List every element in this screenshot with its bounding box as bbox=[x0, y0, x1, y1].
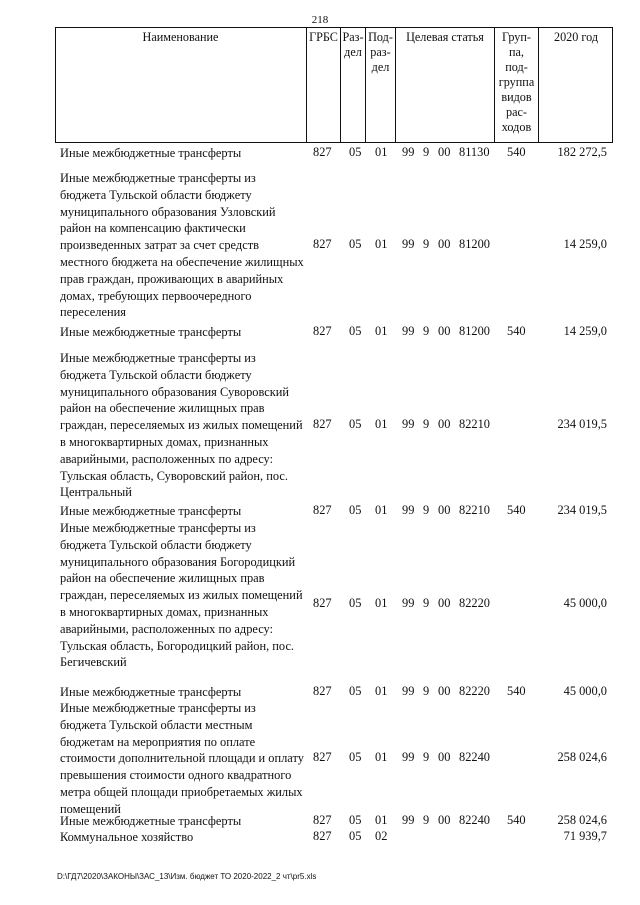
target-part4-cell: 82220 bbox=[459, 596, 490, 610]
row-name: Иные межбюджетные трансферты из бюджета Тульской области бюджету муниципального образования Суворовский район на обеспечение жилищных прав граждан, переселяемых из жилых помещений в многоквартирных домах, признанных аварийными, расположенных по адресу: Тульская область, Суворовский район, пос. Центральный bbox=[60, 351, 303, 500]
target-part3-cell: 00 bbox=[438, 813, 451, 827]
target-part1-cell: 99 bbox=[402, 145, 415, 159]
target-part4-cell: 82210 bbox=[459, 417, 490, 431]
target-part3-cell: 00 bbox=[438, 324, 451, 338]
amount-2020-cell: 234 019,5 bbox=[557, 503, 607, 517]
expense-type-cell: 540 bbox=[507, 145, 526, 159]
target-part2-cell: 9 bbox=[423, 596, 430, 610]
razdel-cell: 05 bbox=[349, 813, 362, 827]
target-part1-cell: 99 bbox=[402, 750, 415, 764]
razdel-cell: 05 bbox=[349, 750, 362, 764]
podrazdel-cell: 01 bbox=[375, 417, 388, 431]
amount-2020-cell: 71 939,7 bbox=[563, 829, 607, 843]
expense-type-cell: 540 bbox=[507, 813, 526, 827]
amount-2020-cell: 234 019,5 bbox=[557, 417, 607, 431]
grbs-cell: 827 bbox=[313, 417, 332, 431]
podrazdel-cell: 01 bbox=[375, 324, 388, 338]
target-part1-cell: 99 bbox=[402, 596, 415, 610]
target-part2-cell: 9 bbox=[423, 237, 430, 251]
header-razdel: Раз- дел bbox=[341, 27, 366, 142]
page-number: 218 bbox=[311, 14, 329, 26]
row-name: Иные межбюджетные трансферты bbox=[60, 504, 242, 518]
razdel-cell: 05 bbox=[349, 417, 362, 431]
target-part4-cell: 82210 bbox=[459, 503, 490, 517]
row-name: Иные межбюджетные трансферты bbox=[60, 325, 242, 339]
expense-type-cell: 540 bbox=[507, 503, 526, 517]
target-part4-cell: 82220 bbox=[459, 684, 490, 698]
target-part4-cell: 82240 bbox=[459, 813, 490, 827]
target-part3-cell: 00 bbox=[438, 417, 451, 431]
row-name: Иные межбюджетные трансферты bbox=[60, 146, 242, 160]
target-part2-cell: 9 bbox=[423, 684, 430, 698]
table-header-cells bbox=[55, 27, 613, 142]
target-part2-cell: 9 bbox=[423, 417, 430, 431]
grbs-cell: 827 bbox=[313, 750, 332, 764]
grbs-cell: 827 bbox=[313, 145, 332, 159]
razdel-cell: 05 bbox=[349, 145, 362, 159]
file-path-footer: D:\ГД7\2020\ЗАКОНЫ\ЗАС_13\Изм. бюджет ТО 2020-2022_2 чт\pr5.xls bbox=[57, 872, 317, 881]
podrazdel-cell: 01 bbox=[375, 237, 388, 251]
target-part2-cell: 9 bbox=[423, 813, 430, 827]
razdel-cell: 05 bbox=[349, 237, 362, 251]
expense-type-cell: 540 bbox=[507, 324, 526, 338]
podrazdel-cell: 01 bbox=[375, 503, 388, 517]
target-part3-cell: 00 bbox=[438, 750, 451, 764]
podrazdel-cell: 01 bbox=[375, 813, 388, 827]
razdel-cell: 05 bbox=[349, 829, 362, 843]
header-year: 2020 год bbox=[553, 30, 599, 44]
target-part2-cell: 9 bbox=[423, 503, 430, 517]
podrazdel-cell: 02 bbox=[375, 829, 388, 843]
razdel-cell: 05 bbox=[349, 324, 362, 338]
header-podrazdel: Под- раз- дел bbox=[366, 27, 396, 142]
row-name: Иные межбюджетные трансферты из бюджета Тульской области бюджету муниципального образования Богородицкий район на обеспечение жилищных прав граждан, переселяемых из жилых помещений в многоквартирных домах, признанных аварийными, расположенных по адресу: Тульская область, Богородицкий район, пос. Бегичевский bbox=[60, 521, 303, 670]
grbs-cell: 827 bbox=[313, 596, 332, 610]
target-part3-cell: 00 bbox=[438, 684, 451, 698]
grbs-cell: 827 bbox=[313, 324, 332, 338]
row-name: Коммунальное хозяйство bbox=[60, 830, 194, 844]
row-name: Иные межбюджетные трансферты bbox=[60, 685, 242, 699]
podrazdel-cell: 01 bbox=[375, 145, 388, 159]
header-target: Целевая статья bbox=[396, 27, 495, 142]
amount-2020-cell: 182 272,5 bbox=[557, 145, 607, 159]
target-part3-cell: 00 bbox=[438, 145, 451, 159]
target-part4-cell: 81130 bbox=[459, 145, 490, 159]
grbs-cell: 827 bbox=[313, 684, 332, 698]
amount-2020-cell: 45 000,0 bbox=[563, 684, 607, 698]
target-part1-cell: 99 bbox=[402, 503, 415, 517]
amount-2020-cell: 14 259,0 bbox=[563, 237, 607, 251]
razdel-cell: 05 bbox=[349, 503, 362, 517]
target-part1-cell: 99 bbox=[402, 813, 415, 827]
target-part3-cell: 00 bbox=[438, 503, 451, 517]
grbs-cell: 827 bbox=[313, 813, 332, 827]
amount-2020-cell: 45 000,0 bbox=[563, 596, 607, 610]
target-part3-cell: 00 bbox=[438, 596, 451, 610]
grbs-cell: 827 bbox=[313, 829, 332, 843]
podrazdel-cell: 01 bbox=[375, 684, 388, 698]
target-part3-cell: 00 bbox=[438, 237, 451, 251]
amount-2020-cell: 258 024,6 bbox=[557, 750, 607, 764]
target-part4-cell: 81200 bbox=[459, 324, 490, 338]
target-part2-cell: 9 bbox=[423, 145, 430, 159]
row-name: Иные межбюджетные трансферты из бюджета Тульской области местным бюджетам на мероприятия по оплате стоимости дополнительной площади и оплату превышения стоимости одного квадратного метра общей площади приобретаемых жилых помещений bbox=[60, 701, 304, 816]
grbs-cell: 827 bbox=[313, 237, 332, 251]
razdel-cell: 05 bbox=[349, 596, 362, 610]
target-part4-cell: 82240 bbox=[459, 750, 490, 764]
target-part1-cell: 99 bbox=[402, 684, 415, 698]
razdel-cell: 05 bbox=[349, 684, 362, 698]
target-part2-cell: 9 bbox=[423, 750, 430, 764]
target-part2-cell: 9 bbox=[423, 324, 430, 338]
target-part1-cell: 99 bbox=[402, 237, 415, 251]
grbs-cell: 827 bbox=[313, 503, 332, 517]
target-part1-cell: 99 bbox=[402, 417, 415, 431]
header-group: Груп- па, под- группа видов рас- ходов bbox=[495, 27, 539, 142]
header-grbs: ГРБС bbox=[307, 27, 341, 142]
target-part4-cell: 81200 bbox=[459, 237, 490, 251]
target-part1-cell: 99 bbox=[402, 324, 415, 338]
expense-type-cell: 540 bbox=[507, 684, 526, 698]
amount-2020-cell: 14 259,0 bbox=[563, 324, 607, 338]
row-name: Иные межбюджетные трансферты bbox=[60, 814, 242, 828]
podrazdel-cell: 01 bbox=[375, 596, 388, 610]
header-name: Наименование bbox=[55, 27, 307, 142]
amount-2020-cell: 258 024,6 bbox=[557, 813, 607, 827]
row-name: Иные межбюджетные трансферты из бюджета Тульской области бюджету муниципального образования Узловский район на компенсацию фактически произведенных затрат за счет средств местного бюджета на обеспечение жилищных прав граждан, проживающих в аварийных домах, требующих первоочередного переселения bbox=[60, 171, 304, 320]
podrazdel-cell: 01 bbox=[375, 750, 388, 764]
